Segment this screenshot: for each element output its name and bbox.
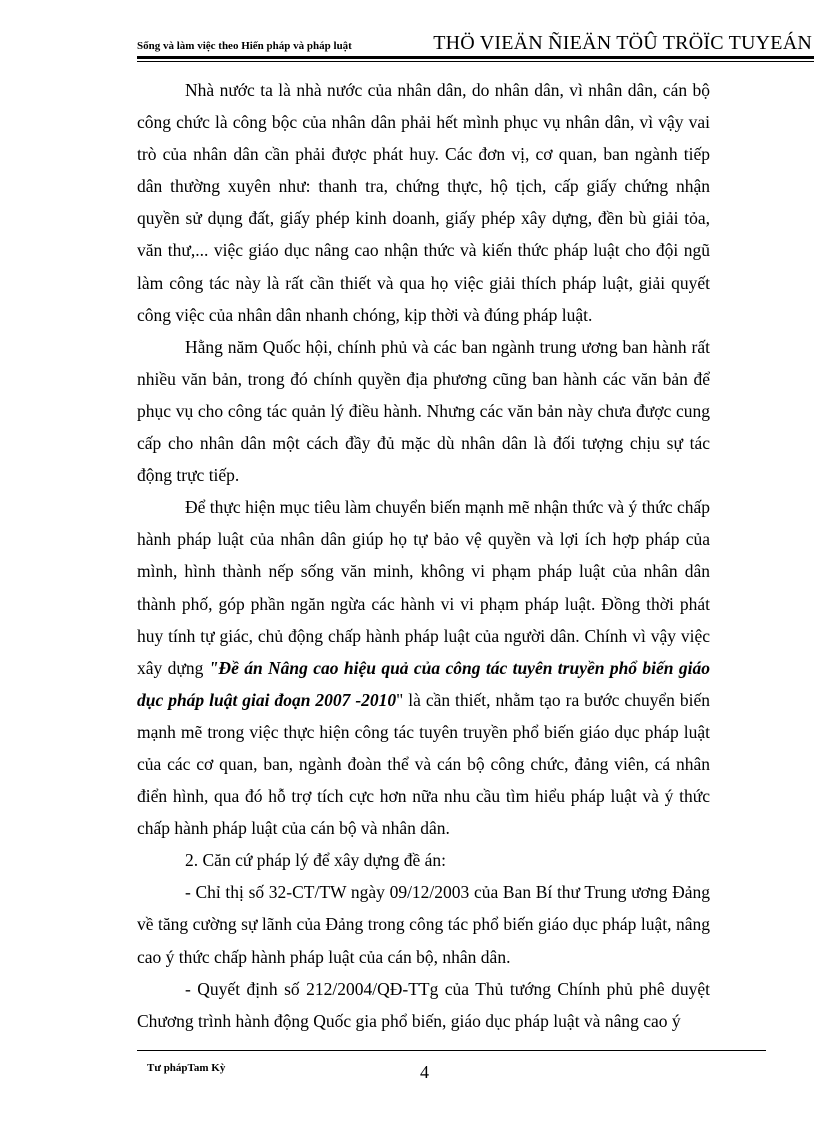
paragraph-1: Nhà nước ta là nhà nước của nhân dân, do nhân dân, vì nhân dân, cán bộ công chức là công bộc của nhân dân phải hết mình phục vụ nhân dân, vì vậy vai trò của nhân dân cần phải được phát huy. Các đơn vị, cơ quan, ban ngành tiếp dân thường xuyên như: thanh tra, chứng thực, hộ tịch, cấp giấy chứng nhận quyền sử dụng đất, giấy phép kinh doanh, giấy phép xây dựng, đền bù giải tỏa, văn thư,... việc giáo dục nâng cao nhận thức và kiến thức pháp luật cho đội ngũ làm công tác này là rất cần thiết và qua họ việc giải thích pháp luật, giải quyết công việc của nhân dân nhanh chóng, kịp thời và đúng pháp luật.: [137, 80, 710, 325]
legal-basis-item: - Quyết định số 212/2004/QĐ-TTg của Thủ tướng Chính phủ phê duyệt Chương trình hành động Quốc gia phổ biến, giáo dục pháp luật và nâng cao ý: [137, 978, 710, 1031]
paragraph-3-text: Để thực hiện mục tiêu làm chuyển biến mạnh mẽ nhận thức và ý thức chấp hành pháp luật của nhân dân giúp họ tự bảo vệ quyền và lợi ích hợp pháp của mình, hình thành nếp sống văn minh, không vi phạm pháp luật của nhân dân thành phố, góp phần ngăn ngừa các hành vi vi phạm pháp luật. Đồng thời phát huy tính tự giác, chủ động chấp hành pháp luật của người dân. Chính vì vậy việc xây dựng: [137, 497, 710, 678]
header-divider: [137, 56, 814, 62]
page-number: 4: [420, 1062, 429, 1082]
project-title-emphasis: "Đề án Nâng cao hiệu quả của công tác tuyên truyền phổ biến giáo dục pháp luật giai đoạn 2007 -2010: [137, 657, 710, 710]
header-title: Sống và làm việc theo Hiến pháp và pháp luật: [137, 40, 352, 52]
footer-divider: [137, 1050, 766, 1051]
legal-basis-item: - Chỉ thị số 32-CT/TW ngày 09/12/2003 của Ban Bí thư Trung ương Đảng về tăng cường sự lãnh của Đảng trong công tác phổ biến giáo dục pháp luật, nâng cao ý thức chấp hành pháp luật của cán bộ, nhân dân.: [137, 882, 710, 967]
library-banner: THÖ VIEÄN ÑIEÄN TÖÛ TRÖÏC TUYEÁN: [433, 32, 812, 54]
footer-source: Tư phápTam Kỳ: [147, 1062, 226, 1074]
paragraph-2: Hằng năm Quốc hội, chính phủ và các ban ngành trung ương ban hành rất nhiều văn bản, trong đó chính quyền địa phương cũng ban hành các văn bản để phục vụ cho công tác quản lý điều hành. Nhưng các văn bản này chưa được cung cấp cho nhân dân một cách đầy đủ mặc dù nhân dân là đối tượng chịu sự tác động trực tiếp.: [137, 336, 710, 486]
section-heading: 2. Căn cứ pháp lý để xây dựng đề án:: [185, 850, 446, 871]
paragraph-3-tail: " là cần thiết, nhằm tạo ra bước chuyển biến mạnh mẽ trong việc thực hiện công tác tuyên truyền phổ biến giáo dục pháp luật của các cơ quan, ban, ngành đoàn thể và cán bộ công chức, đảng viên, cá nhân điển hình, qua đó hỗ trợ tích cực hơn nữa nhu cầu tìm hiểu pháp luật và ý thức chấp hành pháp luật của cán bộ và nhân dân.: [137, 689, 710, 839]
paragraph-3: [137, 491, 710, 844]
document-body: [137, 74, 710, 1037]
